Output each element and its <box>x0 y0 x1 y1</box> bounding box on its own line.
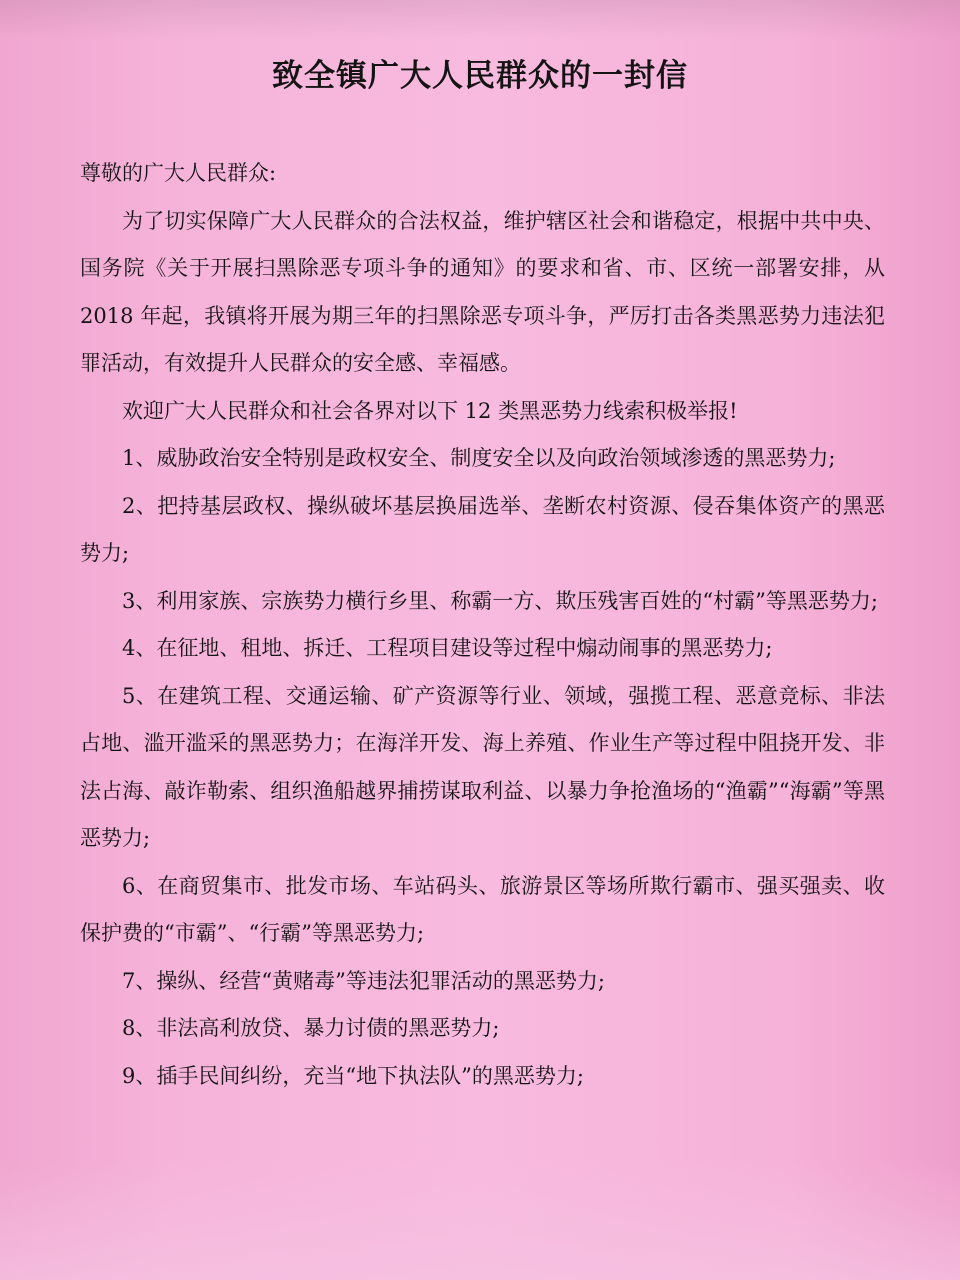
list-item-7: 7、操纵、经营“黄赌毒”等违法犯罪活动的黑恶势力; <box>122 968 605 993</box>
bottom-fade <box>0 1160 960 1280</box>
letter-title: 致全镇广大人民群众的一封信 <box>272 58 688 94</box>
salutation: 尊敬的广大人民群众: <box>80 161 277 185</box>
list-item-4: 4、在征地、租地、拆迁、工程项目建设等过程中煽动闹事的黑恶势力; <box>122 636 773 660</box>
list-item-6: 6、在商贸集市、批发市场、车站码头、旅游景区等场所欺行霸市、强买强卖、收保护费的“市霸”、“行霸”等黑恶势力; <box>80 873 885 945</box>
list-item-8: 8、非法高利放贷、暴力讨债的黑恶势力; <box>122 1016 500 1040</box>
list-item-3: 3、利用家族、宗族势力横行乡里、称霸一方、欺压残害百姓的“村霸”等黑恶势力; <box>122 588 878 613</box>
paragraph-invitation: 欢迎广大人民群众和社会各界对以下 12 类黑恶势力线索积极举报! <box>122 398 738 423</box>
list-item-2: 2、把持基层政权、操纵破坏基层换届选举、垄断农村资源、侵吞集体资产的黑恶势力; <box>80 493 885 565</box>
top-shadow <box>0 0 960 40</box>
list-item-5: 5、在建筑工程、交通运输、矿产资源等行业、领域，强揽工程、恶意竞标、非法占地、滥开滥采的黑恶势力；在海洋开发、海上养殖、作业生产等过程中阻挠开发、非法占海、敲诈勒索、组织渔船越界捕捞谋取利益、以暴力争抢渔场的“渔霸”“海霸”等黑恶势力; <box>80 683 885 850</box>
list-item-9: 9、插手民间纠纷，充当“地下执法队”的黑恶势力; <box>122 1063 584 1088</box>
letter-body <box>80 150 885 1100</box>
list-item-1: 1、威胁政治安全特别是政权安全、制度安全以及向政治领域渗透的黑恶势力; <box>122 446 836 470</box>
paragraph-intro: 为了切实保障广大人民群众的合法权益，维护辖区社会和谐稳定，根据中共中央、国务院《关于开展扫黑除恶专项斗争的通知》的要求和省、市、区统一部署安排，从 2018 年起，我镇将开展为期三年的扫黑除恶专项斗争，严厉打击各类黑恶势力违法犯罪活动，有效提升人民群众的安全感、幸福感。 <box>80 208 885 375</box>
